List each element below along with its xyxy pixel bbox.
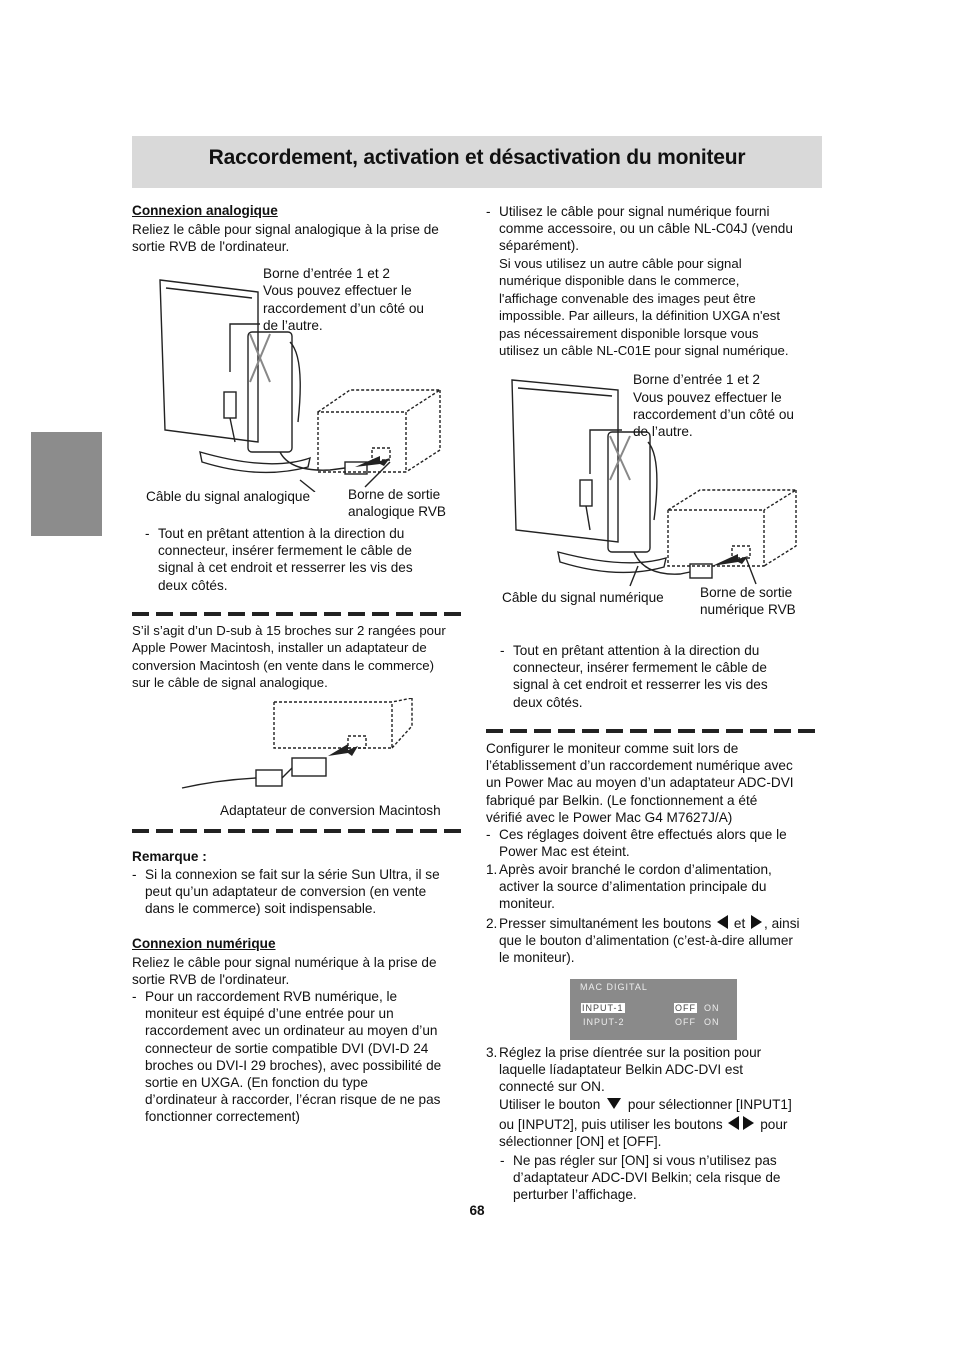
osd-row2-off: OFF [675,1017,696,1027]
left-arrow-icon [717,915,728,929]
analog-intro-2: sortie RVB de l'ordinateur. [132,239,290,254]
page-title: Raccordement, activation et désactivation du moniteur [208,146,746,169]
analog-bullet: - Tout en prêtant attention à la direction du connecteur, insérer fermement le câble de signal à cet endroit et resserrer les vis des deux côtés. [145,526,413,593]
osd-row1-off: OFF [675,1003,696,1013]
osd-row2-label: INPUT-2 [583,1017,625,1027]
step-3-bullet: - Ne pas régler sur [ON] si vous n’utilisez pas d’adaptateur ADC-DVI Belkin; cela risque de perturber l’affichage. [500,1153,781,1203]
mac-adapter-figure [178,698,418,802]
digital-bullet-2: - Tout en prêtant attention à la direction du connecteur, insérer fermement le câble de signal à cet endroit et resserrer les vis des deux côtés. [500,643,768,710]
config-intro: Configurer le moniteur comme suit lors de l’établissement d’un raccordement numérique avec un Power Mac au moyen d’un adaptateur ADC-DVI fabriqué par Belkin. (Le fonctionnement a été vérifié avec le Power Mac G4 M7627J/A) [486,741,794,825]
down-arrow-icon [607,1098,621,1109]
mac-note: S’il s’agit d’un D-sub à 15 broches sur 2 rangées pour Apple Power Macintosh, installer un adaptateur de conversion Macintosh (en vente dans le commerce) sur le câble de signal analogique. [132,623,446,691]
analog-intro-1: Reliez le câble pour signal analogique à la prise de [132,222,439,237]
fig1-cable-label: Câble du signal analogique [146,489,311,504]
side-tab [31,432,102,536]
fig2-callout-2: Vous pouvez effectuer le [633,390,782,405]
analog-heading: Connexion analogique [132,203,278,218]
osd-menu [570,979,737,1040]
cable-note: Si vous utilisez un autre câble pour signal numérique disponible dans le commerce, l'affichage convenable des images peut être impossible. Par ailleurs, la définition UXGA n'est pas nécessairement disponible lorsque vous utilisez un câble NL-C01E pour signal numérique. [499,256,789,359]
digital-intro-1: Reliez le câble pour signal numérique à la prise de [132,955,437,970]
fig2-callout-1: Borne d’entrée 1 et 2 [633,372,760,387]
step-3: 3. Réglez la prise díentrée sur la position pour laquelle líadaptateur Belkin ADC-DVI est connecté sur ON. Utiliser le bouton pour sélectionner [INPUT1] ou [INPUT2], puis utiliser les boutons pour sélectionner [ON] et [OFF]. [486,1045,792,1150]
fig1-output-label-1: Borne de sortie [348,487,441,502]
digital-bullet: - Pour un raccordement RVB numérique, le moniteur est équipé d’une entrée pour un raccordement avec un ordinateur au moyen d’un connecteur de sortie compatible DVI (DVI-D 24 broches ou DVI-I 29 broches), avec possibilité de sortie en UXGA. (En fonction du type d’ordinateur à raccorder, l’écran risque de ne pas fonctionner correctement) [132,989,442,1125]
page-number: 68 [469,1203,485,1218]
osd-row2-on: ON [704,1017,720,1027]
fig2-callout-4: de l’autre. [633,424,693,439]
step-2: 2. Presser simultanément les boutons et , ainsi que le bouton d’alimentation (c’est-à-dire allumer le moniteur). [486,916,800,966]
header-band [132,136,822,188]
step-1: 1. Après avoir branché le cordon d’alimentation, activer la source d’alimentation principale du moniteur. [486,862,772,912]
digital-intro-2: sortie RVB de l'ordinateur. [132,972,290,987]
fig2-output-label-1: Borne de sortie [700,585,793,600]
fig1-callout-2: Vous pouvez effectuer le [263,283,412,298]
fig2-output-label-2: numérique RVB [700,602,796,617]
osd-row1-label: INPUT-1 [582,1003,624,1013]
config-bullet: - Ces réglages doivent être effectués alors que le Power Mac est éteint. [486,827,787,860]
left-arrow-icon [728,1116,739,1130]
osd-title: MAC DIGITAL [580,982,648,992]
adapter-label: Adaptateur de conversion Macintosh [220,803,441,818]
right-arrow-icon [743,1116,754,1130]
fig1-output-label-2: analogique RVB [348,504,447,519]
fig1-callout-1: Borne d’entrée 1 et 2 [263,266,390,281]
cable-bullet: - Utilisez le câble pour signal numérique fourni comme accessoire, ou un câble NL-C04J (vendu séparément). [486,204,793,254]
fig1-callout-4: de l’autre. [263,318,323,333]
digital-heading: Connexion numérique [132,936,276,951]
fig2-cable-label: Câble du signal numérique [502,590,664,605]
fig2-callout-3: raccordement d’un côté ou [633,407,794,422]
right-arrow-icon [751,915,762,929]
fig1-callout-3: raccordement d’un côté ou [263,301,424,316]
separator [132,612,468,616]
separator [132,829,468,833]
separator [486,729,822,733]
remark-bullet: - Si la connexion se fait sur la série Sun Ultra, il se peut qu’un adaptateur de conversion (en vente dans le commerce) soit indispensable. [132,867,440,917]
osd-row1-on: ON [704,1003,720,1013]
remark-heading: Remarque : [132,849,207,864]
